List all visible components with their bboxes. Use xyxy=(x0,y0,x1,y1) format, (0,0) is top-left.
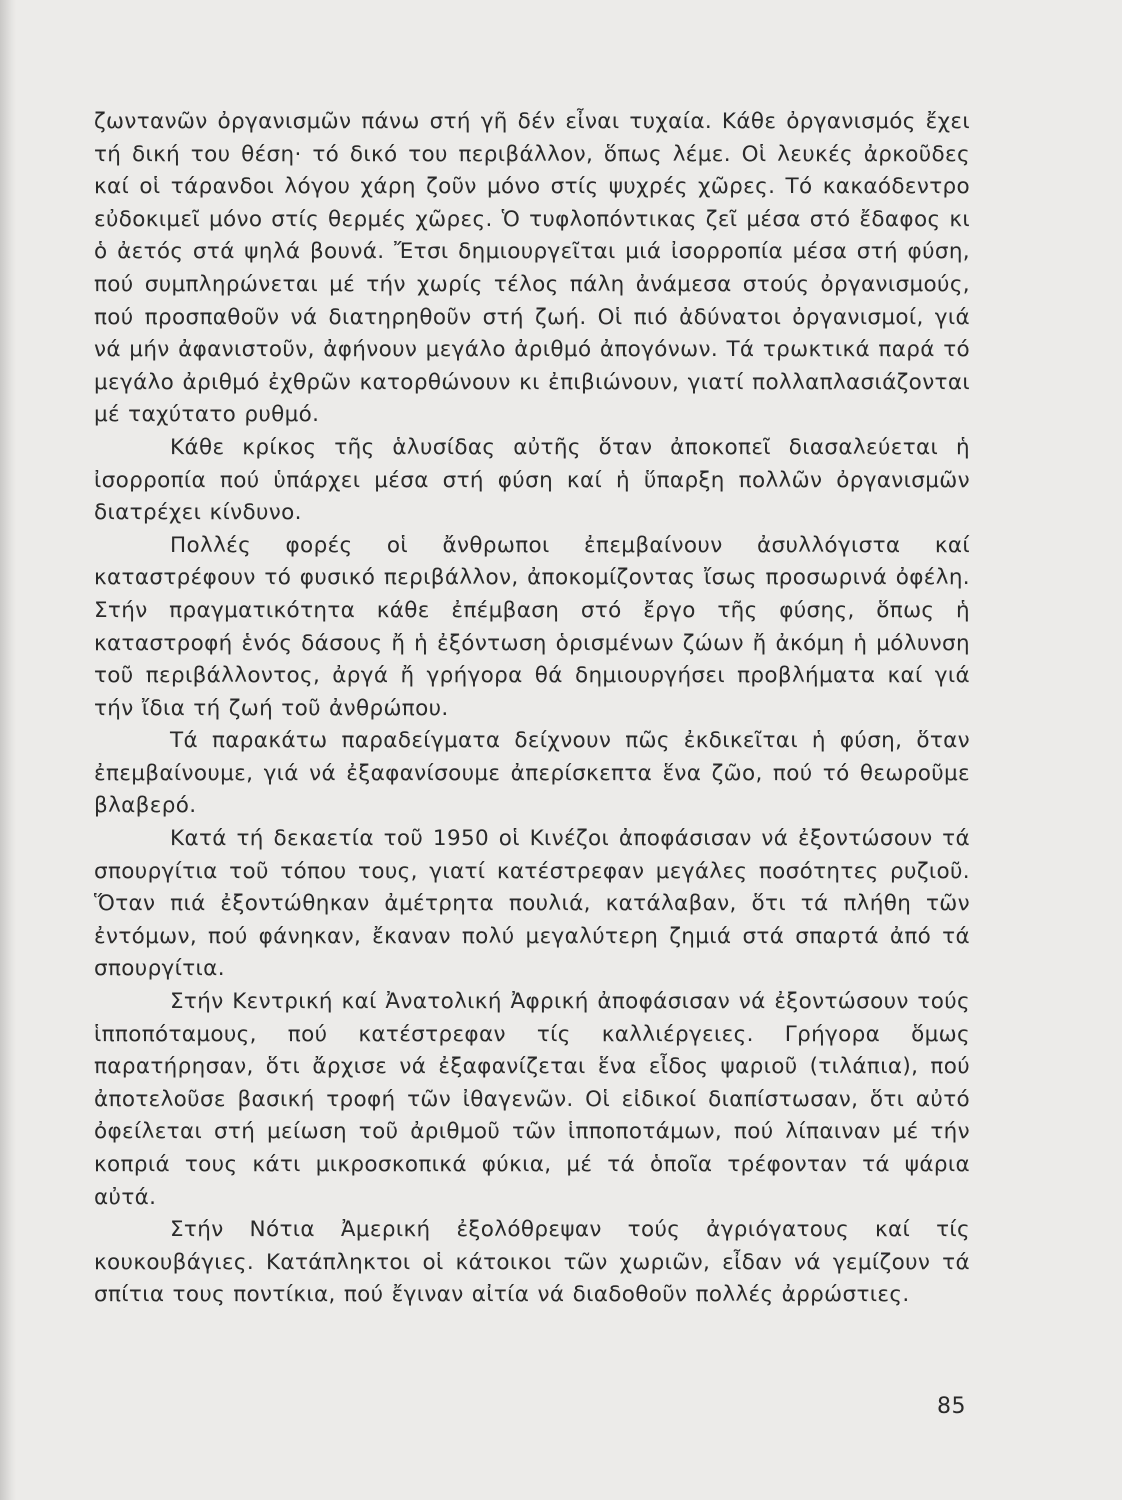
page-gutter-shadow xyxy=(0,0,16,1500)
paragraph-4: Τά παρακάτω παραδείγματα δείχνουν πῶς ἐκδικεῖται ἡ φύση, ὅταν ἐπεμβαίνουμε, γιά νά ἐξαφανίσουμε ἀπερίσκεπτα ἕνα ζῶο, πού τό θεωροῦμε βλαβερό. xyxy=(94,728,970,819)
paragraph-3: Πολλές φορές οἱ ἄνθρωποι ἐπεμβαίνουν ἀσυλλόγιστα καί καταστρέφουν τό φυσικό περιβάλλον, ἀποκομίζοντας ἴσως προσωρινά ὀφέλη. Στήν πραγματικότητα κάθε ἐπέμβαση στό ἔργο τῆς φύσης, ὅπως ἡ καταστροφή ἑνός δάσους ἤ ἡ ἐξόντωση ὁρισμένων ζώων ἤ ἀκόμη ἡ μόλυνση τοῦ περιβάλλοντος, ἀργά ἤ γρήγορα θά δημιουργήσει προβλήματα καί γιά τήν ἴδια τή ζωή τοῦ ἀνθρώπου. xyxy=(94,532,970,721)
body-text xyxy=(94,106,970,1312)
paragraph-6: Στήν Κεντρική καί Ἀνατολική Ἀφρική ἀποφάσισαν νά ἐξοντώσουν τούς ἱπποπόταμους, πού κατέστρεφαν τίς καλλιέργειες. Γρήγορα ὅμως παρατήρησαν, ὅτι ἄρχισε νά ἐξαφανίζεται ἕνα εἶδος ψαριοῦ (τιλάπια), πού ἀποτελοῦσε βασική τροφή τῶν ἰθαγενῶν. Οἱ εἰδικοί διαπίστωσαν, ὅτι αὐτό ὀφείλεται στή μείωση τοῦ ἀριθμοῦ τῶν ἱπποποτάμων, πού λίπαιναν μέ τήν κοπριά τους κάτι μικροσκοπικά φύκια, μέ τά ὁποῖα τρέφονταν τά ψάρια αὐτά. xyxy=(94,989,970,1210)
paragraph-7: Στήν Νότια Ἀμερική ἐξολόθρεψαν τούς ἀγριόγατους καί τίς κουκουβάγιες. Κατάπληκτοι οἱ κάτοικοι τῶν χωριῶν, εἶδαν νά γεμίζουν τά σπίτια τους ποντίκια, πού ἔγιναν αἰτία νά διαδοθοῦν πολλές ἀρρώστιες. xyxy=(94,1217,970,1308)
page-number: 85 xyxy=(937,1394,966,1419)
paragraph-2: Κάθε κρίκος τῆς ἁλυσίδας αὐτῆς ὅταν ἀποκοπεῖ διασαλεύεται ἡ ἰσορροπία πού ὑπάρχει μέσα στή φύση καί ἡ ὕπαρξη πολλῶν ὀργανισμῶν διατρέχει κίνδυνο. xyxy=(94,434,970,526)
paragraph-1: ζωντανῶν ὀργανισμῶν πάνω στή γῆ δέν εἶναι τυχαία. Κάθε ὀργανισμός ἔχει τή δική του θέση· τό δικό του περιβάλλον, ὅπως λέμε. Οἱ λευκές ἀρκοῦδες καί οἱ τάρανδοι λόγου χάρη ζοῦν μόνο στίς ψυχρές χῶρες. Τό κακαόδεντρο εὐδοκιμεῖ μόνο στίς θερμές χῶρες. Ὁ τυφλοπόντικας ζεῖ μέσα στό ἔδαφος κι ὁ ἀετός στά ψηλά βουνά. Ἔτσι δημιουργεῖται μιά ἰσορροπία μέσα στή φύση, πού συμπληρώνεται μέ τήν χωρίς τέλος πάλη ἀνάμεσα στούς ὀργανισμούς, πού προσπαθοῦν νά διατηρηθοῦν στή ζωή. Οἱ πιό ἀδύνατοι ὀργανισμοί, γιά νά μήν ἀφανιστοῦν, ἀφήνουν μεγάλο ἀριθμό ἀπογόνων. Τά τρωκτικά παρά τό μεγάλο ἀριθμό ἐχθρῶν κατορθώνουν κι ἐπιβιώνουν, γιατί πολλαπλασιάζονται μέ ταχύτατο ρυθμό. xyxy=(94,109,970,428)
paragraph-5: Κατά τή δεκαετία τοῦ 1950 οἱ Κινέζοι ἀποφάσισαν νά ἐξοντώσουν τά σπουργίτια τοῦ τόπου τους, γιατί κατέστρεφαν μεγάλες ποσότητες ρυζιοῦ. Ὅταν πιά ἐξοντώθηκαν ἀμέτρητα πουλιά, κατάλαβαν, ὅτι τά πλήθη τῶν ἐντόμων, πού φάνηκαν, ἔκαναν πολύ μεγαλύτερη ζημιά στά σπαρτά ἀπό τά σπουργίτια. xyxy=(94,826,970,982)
